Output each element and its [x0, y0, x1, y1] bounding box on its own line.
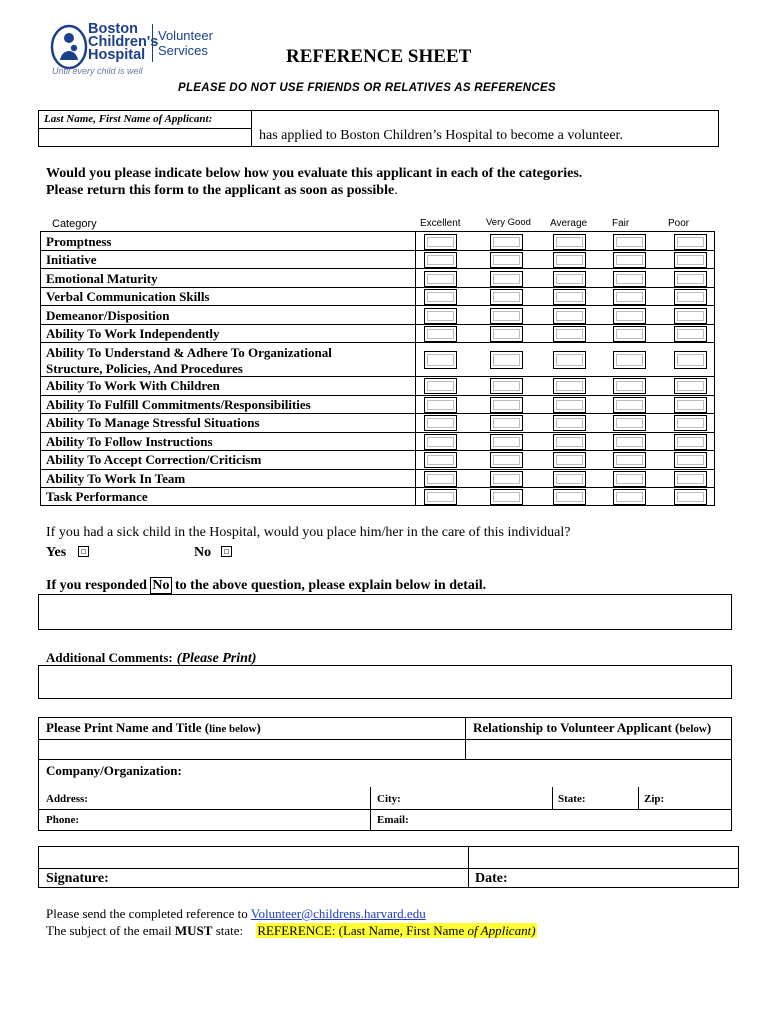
rating-checkbox-very-good[interactable]: [490, 378, 523, 394]
rating-checkbox-very-good[interactable]: [490, 489, 523, 505]
footer-send-line: [46, 906, 426, 922]
subject-value2: of Applicant): [467, 923, 536, 938]
rating-checkbox-very-good[interactable]: [490, 271, 523, 287]
relationship-hint: below: [679, 723, 707, 735]
rating-checkbox-poor[interactable]: [674, 271, 707, 287]
rating-checkbox-poor[interactable]: [674, 471, 707, 487]
name-title-input[interactable]: [40, 740, 464, 758]
signature-input[interactable]: [40, 847, 467, 867]
category-understand-adhere-cont: Structure, Policies, And Procedures: [46, 361, 243, 376]
rating-checkbox-average[interactable]: [553, 289, 586, 305]
rating-checkbox-excellent[interactable]: [424, 378, 457, 394]
rating-checkbox-excellent[interactable]: [424, 271, 457, 287]
zip-label: Zip:: [644, 793, 665, 805]
rating-checkbox-very-good[interactable]: [490, 397, 523, 413]
rating-checkbox-fair[interactable]: [613, 326, 646, 342]
rating-checkbox-very-good[interactable]: [490, 434, 523, 450]
category-initiative: Initiative: [46, 252, 97, 267]
rating-checkbox-fair[interactable]: [613, 378, 646, 394]
sick-child-question: If you had a sick child in the Hospital, would you place him/her in the care of this individual?: [46, 525, 571, 540]
rating-checkbox-poor[interactable]: [674, 234, 707, 250]
logo-tagline: Until every child is well: [52, 66, 143, 76]
address-label: Address:: [46, 793, 88, 805]
category-accept-correction: Ability To Accept Correction/Criticism: [46, 452, 262, 467]
rating-checkbox-excellent[interactable]: [424, 471, 457, 487]
logo-org-line3: Hospital: [88, 47, 146, 63]
rating-checkbox-excellent[interactable]: [424, 434, 457, 450]
comments-hint: (Please Print): [176, 651, 257, 666]
rating-checkbox-excellent[interactable]: [424, 308, 457, 324]
rating-checkbox-fair[interactable]: [613, 397, 646, 413]
rating-checkbox-very-good[interactable]: [490, 234, 523, 250]
name-title-header: Please Print Name and Title (line below): [46, 720, 261, 735]
subject-highlight: [256, 923, 536, 938]
rating-checkbox-excellent[interactable]: [424, 351, 457, 369]
rating-checkbox-very-good[interactable]: [490, 326, 523, 342]
rating-checkbox-average[interactable]: [553, 378, 586, 394]
category-manage-stress: Ability To Manage Stressful Situations: [46, 415, 260, 430]
category-understand-adhere: Ability To Understand & Adhere To Organizational: [46, 345, 332, 360]
rating-checkbox-average[interactable]: [553, 308, 586, 324]
category-work-in-team: Ability To Work In Team: [46, 471, 186, 486]
rating-checkbox-very-good[interactable]: [490, 351, 523, 369]
rating-checkbox-average[interactable]: [553, 397, 586, 413]
explain-textarea[interactable]: [38, 594, 732, 630]
logo-org-line2: Children's: [88, 34, 159, 50]
footer-subject-must: MUST: [174, 923, 213, 938]
rating-checkbox-very-good[interactable]: [490, 471, 523, 487]
rating-checkbox-fair[interactable]: [613, 271, 646, 287]
category-verbal-communication: Verbal Communication Skills: [46, 289, 210, 304]
phone-label: Phone:: [46, 814, 79, 826]
category-emotional-maturity: Emotional Maturity: [46, 271, 158, 286]
rating-checkbox-very-good[interactable]: [490, 252, 523, 268]
rating-checkbox-fair[interactable]: [613, 415, 646, 431]
rating-checkbox-average[interactable]: [553, 252, 586, 268]
state-label: State:: [558, 793, 586, 805]
category-work-independently: Ability To Work Independently: [46, 326, 220, 341]
category-work-with-children: Ability To Work With Children: [46, 378, 220, 393]
comments-label: Additional Comments:: [46, 650, 173, 665]
date-label: Date:: [475, 871, 508, 886]
rating-checkbox-poor[interactable]: [674, 308, 707, 324]
col-header-poor: Poor: [668, 218, 690, 229]
logo-dept-line2: Services: [158, 43, 208, 58]
rating-checkbox-excellent[interactable]: [424, 397, 457, 413]
rating-checkbox-average[interactable]: [553, 471, 586, 487]
category-header: Category: [52, 218, 97, 230]
email-label: Email:: [377, 814, 409, 826]
signature-label: Signature:: [46, 871, 109, 886]
applicant-name-field[interactable]: [40, 129, 250, 145]
rating-checkbox-very-good[interactable]: [490, 308, 523, 324]
rating-checkbox-average[interactable]: [553, 271, 586, 287]
explain-pre: If you responded: [46, 578, 147, 593]
relationship-input[interactable]: [467, 740, 730, 758]
category-follow-instructions: Ability To Follow Instructions: [46, 434, 213, 449]
rating-checkbox-fair[interactable]: [613, 289, 646, 305]
rating-checkbox-very-good[interactable]: [490, 452, 523, 468]
rating-checkbox-excellent[interactable]: [424, 252, 457, 268]
category-fulfill-commitments: Ability To Fulfill Commitments/Responsibilities: [46, 397, 311, 412]
rating-checkbox-fair[interactable]: [613, 434, 646, 450]
rating-checkbox-fair[interactable]: [613, 452, 646, 468]
rating-checkbox-fair[interactable]: [613, 308, 646, 324]
rating-checkbox-average[interactable]: [553, 351, 586, 369]
company-label: Company/Organization:: [46, 763, 182, 778]
rating-checkbox-poor[interactable]: [674, 415, 707, 431]
rating-checkbox-excellent[interactable]: [424, 415, 457, 431]
rating-checkbox-fair[interactable]: [613, 234, 646, 250]
rating-checkbox-excellent[interactable]: [424, 452, 457, 468]
explain-prompt: [46, 578, 486, 594]
rating-checkbox-average[interactable]: [553, 452, 586, 468]
rating-checkbox-poor[interactable]: [674, 434, 707, 450]
rating-checkbox-average[interactable]: [553, 234, 586, 250]
rating-checkbox-excellent[interactable]: [424, 234, 457, 250]
logo-mark-icon: [50, 24, 88, 70]
col-header-average: Average: [550, 218, 588, 229]
category-promptness: Promptness: [46, 234, 112, 249]
yes-label: Yes: [46, 545, 67, 560]
rating-checkbox-poor[interactable]: [674, 252, 707, 268]
subject-value1: REFERENCE: (Last Name, First Name: [257, 923, 465, 938]
rating-checkbox-excellent[interactable]: [424, 326, 457, 342]
applicant-statement: has applied to Boston Children’s Hospital to become a volunteer.: [259, 128, 623, 143]
rating-checkbox-poor[interactable]: [674, 378, 707, 394]
instructions: Would you please indicate below how you evaluate this applicant in each of the categories. Please return this form to the applicant as soon as possible.: [46, 166, 583, 198]
comments-textarea[interactable]: [38, 665, 732, 699]
instructions-line1: Would you please indicate below how you evaluate this applicant in each of the categories.: [46, 166, 583, 181]
explain-post: to the above question, please explain below in detail.: [175, 578, 487, 593]
hospital-logo: [48, 22, 228, 82]
no-checkbox[interactable]: [221, 546, 232, 557]
rating-checkbox-poor[interactable]: [674, 489, 707, 505]
applicant-name-label: Last Name, First Name of Applicant:: [44, 113, 213, 125]
logo-dept-line1: Volunteer: [158, 28, 213, 43]
relationship-label: Relationship to Volunteer Applicant: [473, 720, 672, 735]
rating-checkbox-average[interactable]: [553, 489, 586, 505]
rating-checkbox-very-good[interactable]: [490, 415, 523, 431]
subtitle-warning: PLEASE DO NOT USE FRIENDS OR RELATIVES AS REFERENCES: [178, 82, 556, 94]
footer-send-text: Please send the completed reference to: [46, 906, 248, 921]
no-label: No: [194, 545, 212, 560]
col-header-very-good: Very Good: [486, 217, 531, 228]
col-header-fair: Fair: [612, 218, 630, 229]
rating-checkbox-poor[interactable]: [674, 397, 707, 413]
yes-checkbox[interactable]: [78, 546, 89, 557]
rating-checkbox-fair[interactable]: [613, 252, 646, 268]
rating-checkbox-poor[interactable]: [674, 289, 707, 305]
date-input[interactable]: [470, 847, 737, 867]
rating-checkbox-fair[interactable]: [613, 351, 646, 369]
volunteer-email-link[interactable]: Volunteer@childrens.harvard.edu: [250, 906, 426, 921]
page-title: REFERENCE SHEET: [286, 46, 472, 67]
footer-subject-pre: The subject of the email: [46, 923, 172, 938]
rating-checkbox-poor[interactable]: [674, 452, 707, 468]
instructions-line2: Please return this form to the applicant as soon as possible: [46, 183, 395, 198]
category-task-performance: Task Performance: [46, 489, 148, 504]
rating-checkbox-poor[interactable]: [674, 351, 707, 369]
footer-subject-post: state:: [215, 923, 244, 938]
rating-checkbox-poor[interactable]: [674, 326, 707, 342]
name-title-hint: line below: [209, 723, 257, 735]
relationship-header: Relationship to Volunteer Applicant (below): [473, 720, 712, 735]
rating-checkbox-fair[interactable]: [613, 471, 646, 487]
rating-checkbox-fair[interactable]: [613, 489, 646, 505]
rating-checkbox-excellent[interactable]: [424, 289, 457, 305]
city-label: City:: [377, 793, 401, 805]
rating-checkbox-average[interactable]: [553, 434, 586, 450]
rating-checkbox-average[interactable]: [553, 326, 586, 342]
rating-checkbox-very-good[interactable]: [490, 289, 523, 305]
logo-org-line1: Boston: [88, 21, 138, 37]
name-title-label: Please Print Name and Title: [46, 720, 202, 735]
category-demeanor: Demeanor/Disposition: [46, 308, 170, 323]
explain-no: No: [152, 578, 170, 593]
col-header-excellent: Excellent: [420, 218, 461, 229]
footer-subject-line: [46, 923, 537, 939]
rating-checkbox-average[interactable]: [553, 415, 586, 431]
rating-checkbox-excellent[interactable]: [424, 489, 457, 505]
